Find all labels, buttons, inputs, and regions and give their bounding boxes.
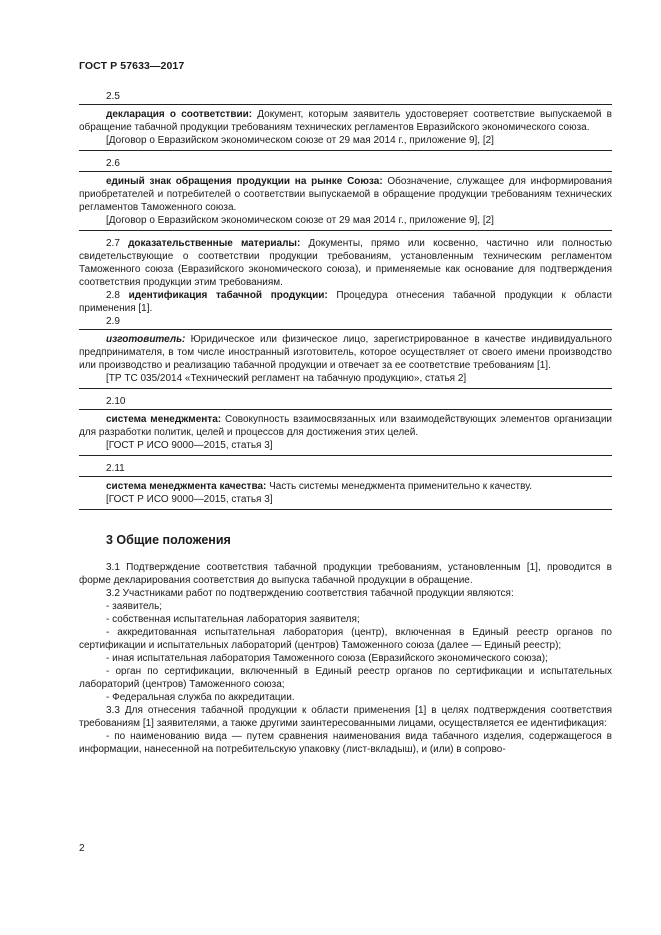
list-item: - собственная испытательная лаборатория заявителя; [106,614,360,625]
document-content [79,90,612,756]
term-reference: [ГОСТ Р ИСО 9000—2015, статья 3] [106,440,273,451]
term-text: Документы, прямо или косвенно, частично или полностью свидетельствующие о соответствии продукции требованиям, установленным техническим регламентом Таможенного союза (Евразийского экономического союза), и применяемые как основание для подтверждения соответствия продукции этим требованиям. [79,238,612,288]
term-frame [79,171,612,231]
term-number: 2.11 [106,463,125,474]
term-name: единый знак обращения продукции на рынке Союза: [106,176,383,187]
term-number: 2.9 [106,316,120,327]
paragraph-2-7 [79,237,612,289]
term-text: Процедура отнесения табачной продукции к области применения [1]. [79,290,612,314]
paragraph-3-1: 3.1 Подтверждение соответствия табачной продукции требованиям, установленным [1], проводится в форме декларирования соответствия до выпуска табачной продукции в обращение. [79,562,612,586]
term-number: 2.6 [106,158,120,169]
page-number: 2 [79,843,85,854]
term-reference: [Договор о Евразийском экономическом союзе от 29 мая 2014 г., приложение 9], [2] [106,135,494,146]
list-item: - Федеральная служба по аккредитации. [106,692,295,703]
term-definition [79,333,612,372]
list-item: - иная испытательная лаборатория Таможенного союза (Евразийского экономического союза); [106,653,548,664]
term-text: Юридическое или физическое лицо, зарегистрированное в качестве индивидуального предпринимателя, в том числе иностранный изготовитель, которое осуществляет от своего имени производство или производство и реализацию табачной продукции и отвечает за ее соответствие требованиям [1]. [79,334,612,371]
term-frame [79,329,612,389]
paragraph-number: 2.7 [106,238,129,249]
term-text: Часть системы менеджмента применительно к качеству. [266,481,533,492]
list-item: - аккредитованная испытательная лаборатория (центр), включенная в Единый реестр органов по сертификации и испытательных лабораторий (центров) Таможенного союза (далее — Единый реестр); [79,627,612,651]
term-text: Обозначение, служащее для информирования приобретателей и потребителей о соответствии выпускаемой в обращение продукции требованиям технических регламентов Таможенного союза. [79,176,612,213]
term-name: декларация о соответствии: [106,109,253,120]
paragraph-number: 2.8 [106,290,129,301]
term-frame [79,409,612,456]
list-item: - по наименованию вида — путем сравнения наименования вида табачного изделия, содержащегося в информации, нанесенной на потребительскую упаковку (лист-вкладыш), и (или) в сопрово- [79,731,612,755]
term-definition [79,175,612,214]
term-definition [79,108,612,134]
term-number: 2.5 [106,91,120,102]
term-frame [79,476,612,510]
term-name: доказательственные материалы: [128,238,301,249]
term-name: система менеджмента: [106,414,222,425]
term-text: Документ, которым заявитель удостоверяет соответствие выпускаемой в обращение табачной продукции требованиям технических регламентов Евразийского экономического союза. [79,109,612,133]
term-number: 2.10 [106,396,126,407]
term-reference: [ГОСТ Р ИСО 9000—2015, статья 3] [106,494,273,505]
term-text: Совокупность взаимосвязанных или взаимодействующих элементов организации для разработки политик, целей и процессов для достижения этих целей. [79,414,612,438]
term-name: изготовитель: [106,334,186,345]
term-definition [79,413,612,439]
list-item: - заявитель; [106,601,163,612]
document-header: ГОСТ Р 57633—2017 [79,60,185,72]
term-frame [79,104,612,151]
list-item: - орган по сертификации, включенный в Единый реестр органов по сертификации и испытательных лабораторий (центров) Таможенного союза; [79,666,612,690]
paragraph-3-2: 3.2 Участниками работ по подтверждению соответствия табачной продукции являются: [106,588,514,599]
term-reference: [Договор о Евразийском экономическом союзе от 29 мая 2014 г., приложение 9], [2] [106,215,494,226]
term-definition [79,480,612,493]
section-title: 3 Общие положения [106,533,231,547]
paragraph-2-8 [79,289,612,315]
term-name: идентификация табачной продукции: [128,290,328,301]
term-reference: [ТР ТС 035/2014 «Технический регламент на табачную продукцию», статья 2] [106,373,467,384]
paragraph-3-3: 3.3 Для отнесения табачной продукции к области применения [1] в целях подтверждения соответствия требованиям [1] заявителями, а также другими заинтересованными лицами, осуществляется ее идентификация: [79,705,612,729]
term-name: система менеджмента качества: [106,481,267,492]
